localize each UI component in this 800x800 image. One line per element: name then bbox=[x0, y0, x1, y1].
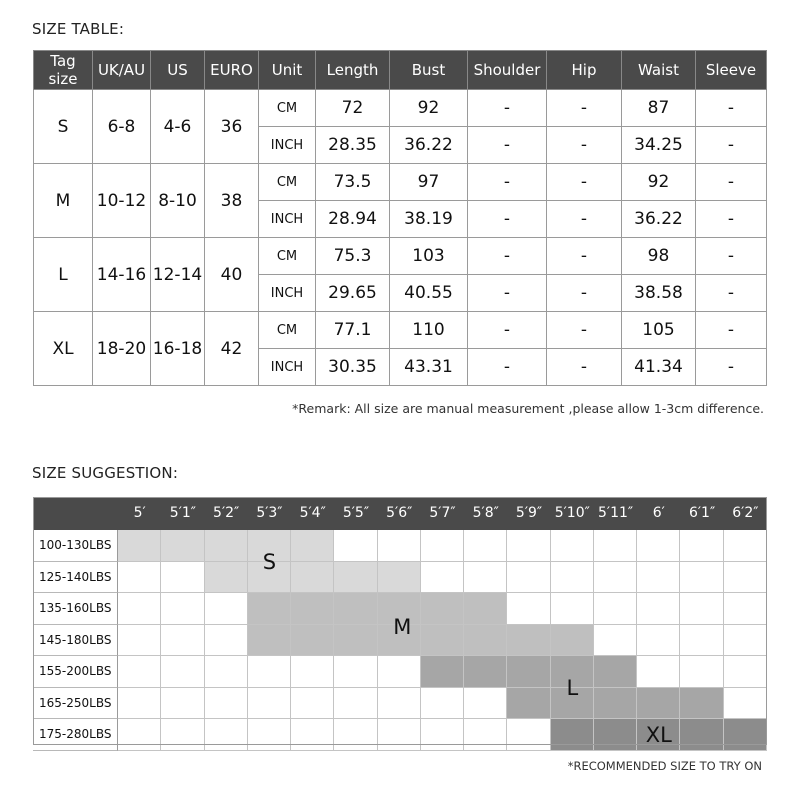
waist-cell: 38.58 bbox=[622, 275, 696, 312]
grid-cell-empty bbox=[594, 593, 637, 625]
grid-cell-empty bbox=[507, 719, 550, 751]
height-header: 5′2″ bbox=[213, 505, 240, 521]
euro-cell: 36 bbox=[205, 90, 259, 164]
shoulder-cell: - bbox=[468, 164, 547, 201]
size-table bbox=[33, 50, 767, 386]
header-shoulder: Shoulder bbox=[468, 51, 547, 90]
grid-cell-empty bbox=[637, 625, 680, 657]
bust-cell: 43.31 bbox=[390, 349, 468, 386]
grid-cell-empty bbox=[551, 593, 594, 625]
sleeve-cell: - bbox=[696, 312, 767, 349]
grid-cell-m bbox=[291, 593, 334, 625]
grid-cell-empty bbox=[724, 562, 767, 594]
grid-cell-s bbox=[205, 530, 248, 562]
unit-cell: CM bbox=[259, 90, 316, 127]
size-row-cm bbox=[34, 312, 767, 349]
grid-cell-empty bbox=[118, 625, 161, 657]
waist-cell: 105 bbox=[622, 312, 696, 349]
grid-cell-empty bbox=[205, 625, 248, 657]
unit-cell: CM bbox=[259, 238, 316, 275]
grid-cell-empty bbox=[724, 688, 767, 720]
grid-cell-empty bbox=[161, 719, 204, 751]
grid-cell-empty bbox=[464, 562, 507, 594]
grid-cell-empty bbox=[507, 530, 550, 562]
height-header: 5′11″ bbox=[597, 505, 634, 521]
grid-cell-empty bbox=[291, 688, 334, 720]
grid-cell-empty bbox=[464, 530, 507, 562]
grid-cell-empty bbox=[421, 719, 464, 751]
recommend-note: *RECOMMENDED SIZE TO TRY ON bbox=[567, 759, 762, 773]
us-cell: 16-18 bbox=[151, 312, 205, 386]
grid-cell-empty bbox=[594, 625, 637, 657]
shoulder-cell: - bbox=[468, 238, 547, 275]
length-cell: 28.35 bbox=[316, 127, 390, 164]
grid-cell-empty bbox=[551, 562, 594, 594]
tag-size-cell: M bbox=[34, 164, 93, 238]
header-waist: Waist bbox=[622, 51, 696, 90]
us-cell: 4-6 bbox=[151, 90, 205, 164]
grid-cell-l bbox=[421, 656, 464, 688]
header-tag-size: Tag size bbox=[34, 51, 93, 90]
header-uk-au: UK/AU bbox=[93, 51, 151, 90]
grid-cell-s bbox=[291, 562, 334, 594]
grid-cell-empty bbox=[378, 719, 421, 751]
waist-cell: 41.34 bbox=[622, 349, 696, 386]
grid-cell-empty bbox=[248, 688, 291, 720]
grid-cell-m bbox=[464, 625, 507, 657]
grid-cell-m bbox=[334, 625, 377, 657]
bust-cell: 110 bbox=[390, 312, 468, 349]
grid-cell-empty bbox=[637, 593, 680, 625]
bust-cell: 103 bbox=[390, 238, 468, 275]
grid-cell-empty bbox=[680, 593, 723, 625]
us-cell: 12-14 bbox=[151, 238, 205, 312]
grid-cell-empty bbox=[680, 656, 723, 688]
waist-cell: 87 bbox=[622, 90, 696, 127]
grid-cell-empty bbox=[334, 530, 377, 562]
sleeve-cell: - bbox=[696, 349, 767, 386]
sleeve-cell: - bbox=[696, 275, 767, 312]
length-cell: 72 bbox=[316, 90, 390, 127]
uk-au-cell: 6-8 bbox=[93, 90, 151, 164]
size-row-cm bbox=[34, 164, 767, 201]
weight-label: 145-180LBS bbox=[33, 625, 118, 657]
us-cell: 8-10 bbox=[151, 164, 205, 238]
grid-cell-empty bbox=[724, 656, 767, 688]
grid-cell-empty bbox=[205, 688, 248, 720]
shoulder-cell: - bbox=[468, 349, 547, 386]
bust-cell: 97 bbox=[390, 164, 468, 201]
uk-au-cell: 14-16 bbox=[93, 238, 151, 312]
grid-cell-empty bbox=[161, 688, 204, 720]
hip-cell: - bbox=[547, 127, 622, 164]
hip-cell: - bbox=[547, 349, 622, 386]
waist-cell: 98 bbox=[622, 238, 696, 275]
weight-label: 100-130LBS bbox=[33, 530, 118, 562]
grid-cell-empty bbox=[507, 562, 550, 594]
weight-label: 125-140LBS bbox=[33, 562, 118, 594]
hip-cell: - bbox=[547, 201, 622, 238]
grid-cell-m bbox=[464, 593, 507, 625]
grid-cell-empty bbox=[680, 562, 723, 594]
length-cell: 77.1 bbox=[316, 312, 390, 349]
height-header: 5′4″ bbox=[299, 505, 326, 521]
weight-label: 155-200LBS bbox=[33, 656, 118, 688]
grid-cell-empty bbox=[161, 625, 204, 657]
length-cell: 30.35 bbox=[316, 349, 390, 386]
grid-cell-empty bbox=[334, 656, 377, 688]
unit-cell: INCH bbox=[259, 127, 316, 164]
grid-cell-empty bbox=[637, 530, 680, 562]
grid-cell-m bbox=[291, 625, 334, 657]
tag-size-cell: L bbox=[34, 238, 93, 312]
grid-cell-empty bbox=[724, 625, 767, 657]
weight-label: 135-160LBS bbox=[33, 593, 118, 625]
grid-cell-s bbox=[118, 530, 161, 562]
header-unit: Unit bbox=[259, 51, 316, 90]
grid-cell-m bbox=[421, 625, 464, 657]
shoulder-cell: - bbox=[468, 312, 547, 349]
grid-cell-empty bbox=[637, 562, 680, 594]
header-hip: Hip bbox=[547, 51, 622, 90]
size-table-body bbox=[34, 90, 767, 386]
grid-cell-m bbox=[507, 625, 550, 657]
height-header: 5′1″ bbox=[169, 505, 197, 521]
size-suggestion-grid bbox=[33, 497, 767, 745]
grid-cell-empty bbox=[594, 562, 637, 594]
waist-cell: 34.25 bbox=[622, 127, 696, 164]
euro-cell: 38 bbox=[205, 164, 259, 238]
grid-cell-empty bbox=[334, 719, 377, 751]
grid-cell-empty bbox=[551, 530, 594, 562]
shoulder-cell: - bbox=[468, 275, 547, 312]
grid-cell-l bbox=[594, 656, 637, 688]
grid-cell-empty bbox=[464, 688, 507, 720]
grid-cell-m bbox=[551, 625, 594, 657]
shoulder-cell: - bbox=[468, 201, 547, 238]
grid-cell-empty bbox=[637, 656, 680, 688]
sleeve-cell: - bbox=[696, 127, 767, 164]
grid-cell-empty bbox=[421, 530, 464, 562]
grid-cell-empty bbox=[118, 688, 161, 720]
grid-cell-empty bbox=[680, 625, 723, 657]
height-header: 5′ bbox=[133, 505, 146, 521]
grid-cell-empty bbox=[118, 593, 161, 625]
sleeve-cell: - bbox=[696, 201, 767, 238]
height-header: 5′7″ bbox=[429, 505, 456, 521]
grid-cell-empty bbox=[724, 530, 767, 562]
grid-cell-m bbox=[421, 593, 464, 625]
grid-cell-xl bbox=[551, 719, 594, 751]
hip-cell: - bbox=[547, 275, 622, 312]
size-row-cm bbox=[34, 238, 767, 275]
height-header: 5′8″ bbox=[472, 505, 499, 521]
size-suggestion-title: SIZE SUGGESTION: bbox=[32, 464, 179, 482]
length-cell: 73.5 bbox=[316, 164, 390, 201]
unit-cell: CM bbox=[259, 164, 316, 201]
weight-label: 165-250LBS bbox=[33, 688, 118, 720]
height-header: 5′9″ bbox=[515, 505, 543, 521]
size-row-cm bbox=[34, 90, 767, 127]
uk-au-cell: 10-12 bbox=[93, 164, 151, 238]
size-zone-label: XL bbox=[645, 722, 672, 747]
unit-cell: INCH bbox=[259, 201, 316, 238]
grid-cell-empty bbox=[205, 593, 248, 625]
hip-cell: - bbox=[547, 312, 622, 349]
grid-cell-s bbox=[205, 562, 248, 594]
header-sleeve: Sleeve bbox=[696, 51, 767, 90]
grid-cell-m bbox=[248, 593, 291, 625]
length-cell: 29.65 bbox=[316, 275, 390, 312]
grid-cell-l bbox=[594, 688, 637, 720]
hip-cell: - bbox=[547, 238, 622, 275]
grid-cell-empty bbox=[205, 719, 248, 751]
unit-cell: CM bbox=[259, 312, 316, 349]
grid-cell-empty bbox=[507, 593, 550, 625]
grid-cell-empty bbox=[248, 719, 291, 751]
grid-cell-empty bbox=[291, 656, 334, 688]
header-bust: Bust bbox=[390, 51, 468, 90]
grid-cell-m bbox=[248, 625, 291, 657]
bust-cell: 40.55 bbox=[390, 275, 468, 312]
bust-cell: 36.22 bbox=[390, 127, 468, 164]
sleeve-cell: - bbox=[696, 238, 767, 275]
grid-cell-empty bbox=[378, 530, 421, 562]
length-cell: 28.94 bbox=[316, 201, 390, 238]
grid-cell-s bbox=[161, 530, 204, 562]
grid-cell-l bbox=[464, 656, 507, 688]
height-header: 6′1″ bbox=[688, 505, 716, 521]
hip-cell: - bbox=[547, 164, 622, 201]
grid-cell-empty bbox=[378, 656, 421, 688]
sleeve-cell: - bbox=[696, 90, 767, 127]
grid-cell-s bbox=[334, 562, 377, 594]
height-header: 5′5″ bbox=[342, 505, 370, 521]
size-zone-label: S bbox=[262, 549, 277, 574]
grid-cell-empty bbox=[334, 688, 377, 720]
grid-cell-xl bbox=[680, 719, 723, 751]
size-zone-label: M bbox=[393, 614, 412, 639]
header-us: US bbox=[151, 51, 205, 90]
grid-cell-empty bbox=[205, 656, 248, 688]
grid-cell-empty bbox=[118, 719, 161, 751]
euro-cell: 42 bbox=[205, 312, 259, 386]
grid-cell-l bbox=[637, 688, 680, 720]
hip-cell: - bbox=[547, 90, 622, 127]
sleeve-cell: - bbox=[696, 164, 767, 201]
bust-cell: 92 bbox=[390, 90, 468, 127]
grid-cell-empty bbox=[724, 593, 767, 625]
shoulder-cell: - bbox=[468, 127, 547, 164]
grid-cell-empty bbox=[680, 530, 723, 562]
grid-cell-empty bbox=[118, 562, 161, 594]
height-header: 5′6″ bbox=[386, 505, 413, 521]
grid-cell-m bbox=[334, 593, 377, 625]
size-zone-label: L bbox=[566, 675, 579, 700]
grid-cell-empty bbox=[421, 562, 464, 594]
tag-size-cell: XL bbox=[34, 312, 93, 386]
grid-cell-s bbox=[378, 562, 421, 594]
height-header: 6′ bbox=[652, 505, 665, 521]
waist-cell: 36.22 bbox=[622, 201, 696, 238]
grid-cell-xl bbox=[594, 719, 637, 751]
grid-cell-empty bbox=[248, 656, 291, 688]
grid-cell-empty bbox=[118, 656, 161, 688]
tag-size-cell: S bbox=[34, 90, 93, 164]
height-header: 5′10″ bbox=[554, 505, 590, 521]
size-table-title: SIZE TABLE: bbox=[32, 20, 125, 38]
grid-cell-empty bbox=[291, 719, 334, 751]
unit-cell: INCH bbox=[259, 349, 316, 386]
grid-cell-empty bbox=[464, 719, 507, 751]
uk-au-cell: 18-20 bbox=[93, 312, 151, 386]
waist-cell: 92 bbox=[622, 164, 696, 201]
shoulder-cell: - bbox=[468, 90, 547, 127]
weight-label: 175-280LBS bbox=[33, 719, 118, 751]
unit-cell: INCH bbox=[259, 275, 316, 312]
height-header: 5′3″ bbox=[256, 505, 283, 521]
grid-cell-l bbox=[507, 688, 550, 720]
grid-cell-l bbox=[507, 656, 550, 688]
grid-cell-empty bbox=[161, 562, 204, 594]
grid-cell-empty bbox=[378, 688, 421, 720]
header-euro: EURO bbox=[205, 51, 259, 90]
header-length: Length bbox=[316, 51, 390, 90]
grid-cell-empty bbox=[421, 688, 464, 720]
height-header: 6′2″ bbox=[732, 505, 759, 521]
length-cell: 75.3 bbox=[316, 238, 390, 275]
grid-cell-empty bbox=[161, 656, 204, 688]
grid-cell-s bbox=[291, 530, 334, 562]
grid-cell-l bbox=[680, 688, 723, 720]
grid-cell-empty bbox=[594, 530, 637, 562]
grid-cell-xl bbox=[724, 719, 767, 751]
remark-note: *Remark: All size are manual measurement ,please allow 1-3cm difference. bbox=[292, 401, 764, 416]
euro-cell: 40 bbox=[205, 238, 259, 312]
bust-cell: 38.19 bbox=[390, 201, 468, 238]
grid-cell-empty bbox=[161, 593, 204, 625]
size-table-header-row bbox=[34, 51, 767, 90]
